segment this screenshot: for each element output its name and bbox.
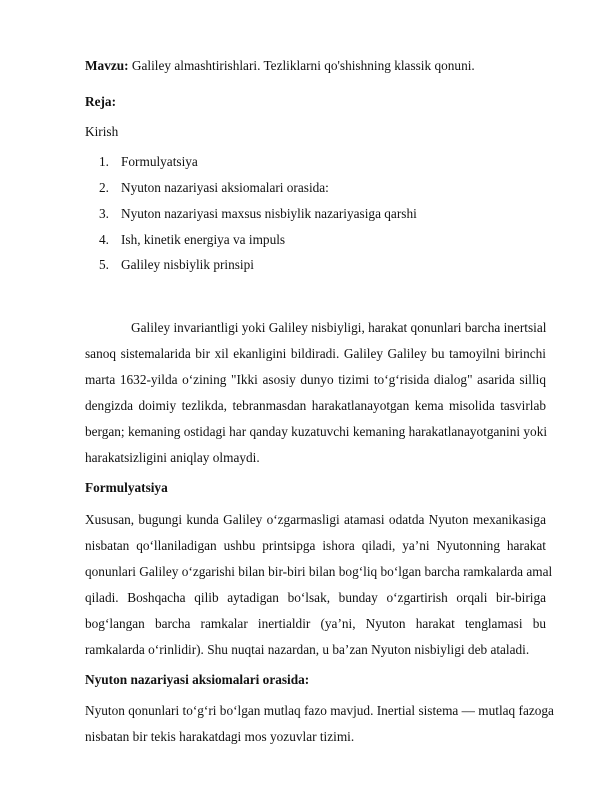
plan-item-text: Formulyatsiya: [121, 154, 198, 169]
paragraph-line: Nyuton qonunlari to‘g‘ri bo‘lgan mutlaq fazo mavjud. Inertial sistema — mutlaq fazoga: [85, 703, 554, 718]
plan-item-number: 3.: [99, 206, 109, 221]
intro-label: Kirish: [85, 124, 119, 139]
plan-item-number: 2.: [99, 180, 109, 195]
paragraph-line: nisbatan bir tekis harakatdagi mos yozuvlar tizimi.: [85, 729, 355, 744]
paragraph-line: Galiley invariantligi yoki Galiley nisbiyligi, harakat qonunlari barcha inertsial: [131, 320, 547, 335]
topic-text: Galiley almashtirishlari. Tezliklarni qo'shishning klassik qonuni.: [128, 58, 475, 73]
paragraph-line: harakatsizligini aniqlay olmaydi.: [85, 450, 260, 465]
plan-item-number: 4.: [99, 232, 109, 247]
plan-item-number: 1.: [99, 154, 109, 169]
plan-item-text: Ish, kinetik energiya va impuls: [121, 232, 286, 247]
plan-item-text: Nyuton nazariyasi maxsus nisbiylik nazariyasiga qarshi: [121, 206, 417, 221]
paragraph-line: Xususan, bugungi kunda Galiley o‘zgarmasligi atamasi odatda Nyuton mexanikasiga: [85, 512, 546, 527]
section-heading-axioms: Nyuton nazariyasi aksiomalari orasida:: [85, 672, 310, 687]
plan-item-text: Nyuton nazariyasi aksiomalari orasida:: [121, 180, 329, 195]
paragraph-line: bog‘langan barcha ramkalar inertialdir (ya’ni, Nyuton harakat tenglamasi bu: [85, 616, 546, 631]
paragraph-line: ramkalarda o‘rinlidir). Shu nuqtai nazardan, u ba’zan Nyuton nisbiyligi deb ataladi.: [85, 642, 530, 657]
paragraph-line: bergan; kemaning ostidagi har qanday kuzatuvchi kemaning harakatlanayotganini yoki: [85, 424, 548, 439]
plan-item-text: Galiley nisbiylik prinsipi: [121, 257, 254, 272]
plan-item-number: 5.: [99, 257, 109, 272]
topic-line: [85, 58, 475, 74]
paragraph-line: dengizda doimiy tezlikda, tebranmasdan harakatlanayotgan kema misolida tasvirlab: [85, 398, 546, 413]
paragraph-line: qiladi. Boshqacha qilib aytadigan bo‘lsak, bunday o‘zgartirish orqali bir-biriga: [85, 590, 546, 605]
paragraph-line: nisbatan qo‘llaniladigan ushbu printsipga ishora qiladi, ya’ni Nyutonning harakat: [85, 538, 546, 553]
plan-heading: Reja:: [85, 94, 117, 109]
paragraph-line: qonunlari Galiley o‘zgarishi bilan bir-biri bilan bog‘liq bo‘lgan barcha ramkalarda amal: [85, 564, 553, 579]
paragraph-line: sanoq sistemalarida bir xil ekanligini bildiradi. Galiley Galiley bu tamoyilni birinchi: [85, 346, 546, 361]
topic-label: Mavzu:: [85, 58, 129, 73]
paragraph-line: marta 1632-yilda o‘zining "Ikki asosiy dunyo tizimi to‘g‘risida dialog" asarida silliq: [85, 372, 546, 387]
section-heading-formulation: Formulyatsiya: [85, 480, 168, 495]
